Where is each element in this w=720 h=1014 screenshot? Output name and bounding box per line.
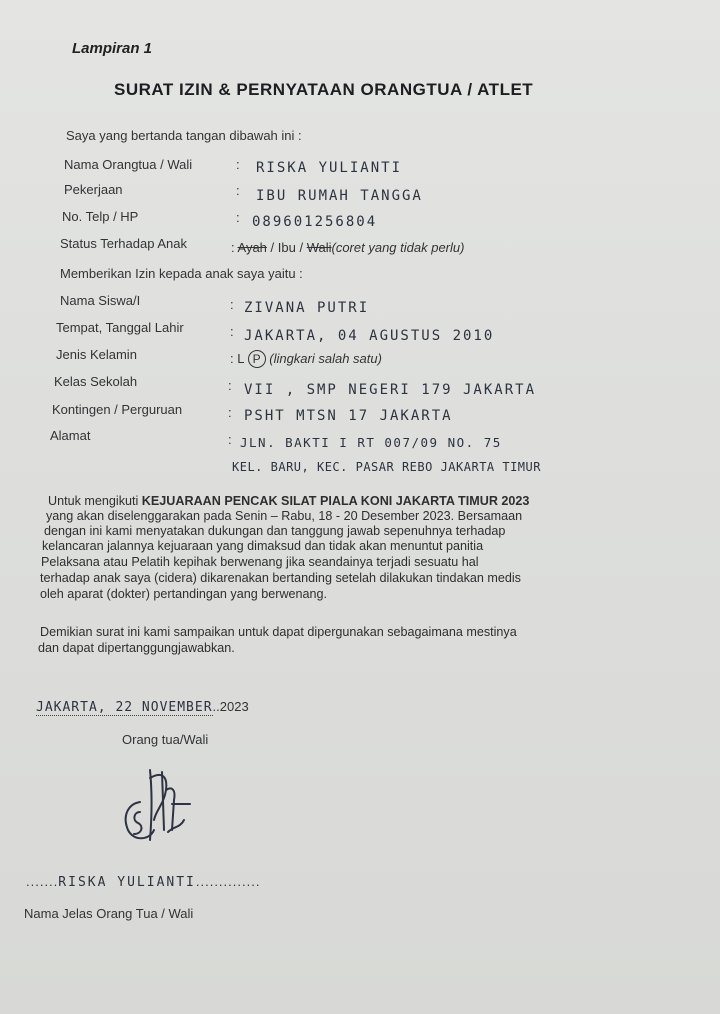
status-wali: Wali	[306, 240, 332, 255]
closing-line: Demikian surat ini kami sampaikan untuk dapat dipergunakan sebagaimana mestinya	[40, 625, 517, 639]
signed-name-line: .......RISKA YULIANTI..............	[26, 874, 261, 890]
gender-l: L	[237, 351, 244, 366]
birth-label: Tempat, Tanggal Lahir	[56, 320, 184, 335]
birth-value: JAKARTA, 04 AGUSTUS 2010	[244, 328, 495, 344]
status-label: Status Terhadap Anak	[60, 236, 187, 251]
job-label: Pekerjaan	[64, 182, 123, 197]
colon: :	[228, 405, 232, 420]
statement-line: Pelaksana atau Pelatih kepihak berwenang jika seandainya terjadi sesuatu hal	[41, 555, 479, 569]
closing-line: dan dapat dipertanggungjawabkan.	[38, 641, 235, 655]
colon: :	[228, 432, 232, 447]
gender-note: (lingkari salah satu)	[269, 351, 382, 366]
student-name-label: Nama Siswa/I	[60, 293, 141, 308]
status-ayah: Ayah	[237, 240, 267, 255]
job-value: IBU RUMAH TANGGA	[256, 188, 423, 204]
gender-value: : L P (lingkari salah satu)	[230, 351, 382, 366]
gender-label: Jenis Kelamin	[56, 347, 137, 362]
name-caption: Nama Jelas Orang Tua / Wali	[24, 906, 194, 921]
student-name-value: ZIVANA PUTRI	[244, 300, 370, 316]
parent-name-label: Nama Orangtua / Wali	[64, 157, 193, 172]
intro-text: Saya yang bertanda tangan dibawah ini :	[66, 128, 302, 143]
statement-line	[48, 494, 529, 509]
class-label: Kelas Sekolah	[54, 374, 138, 389]
statement-line: yang akan diselenggarakan pada Senin – Rabu, 18 - 20 Desember 2023. Bersamaan	[46, 509, 523, 523]
event-name: KEJUARAAN PENCAK SILAT PIALA KONI JAKARTA TIMUR 2023	[141, 494, 530, 508]
class-value: VII , SMP NEGERI 179 JAKARTA	[244, 382, 537, 398]
date-year: 2023	[219, 699, 249, 714]
status-note: (coret yang tidak perlu)	[331, 240, 465, 255]
permission-intro: Memberikan Izin kepada anak saya yaitu :	[60, 266, 303, 281]
statement-line: terhadap anak saya (cidera) dikarenakan bertanding setelah dilakukan tindakan medis	[40, 571, 521, 585]
place-date-handwritten: JAKARTA, 22 NOVEMBER	[36, 700, 213, 715]
status-value: : Ayah / Ibu / Wali(coret yang tidak perlu)	[231, 240, 465, 255]
attachment-label: Lampiran 1	[72, 40, 153, 57]
colon: :	[236, 183, 240, 198]
colon: :	[228, 378, 232, 393]
statement-line: oleh aparat (dokter) pertandingan yang berwenang.	[40, 587, 328, 601]
colon: :	[236, 210, 240, 225]
statement-line: kelancaran jalannya kejuaraan yang dimaksud dan tidak akan menuntut panitia	[42, 539, 484, 553]
colon: :	[230, 324, 234, 339]
statement-lead: Untuk mengikuti	[48, 494, 142, 508]
address-line-2: KEL. BARU, KEC. PASAR REBO JAKARTA TIMUR	[232, 460, 541, 474]
role-label: Orang tua/Wali	[122, 732, 209, 747]
parent-name-value: RISKA YULIANTI	[256, 160, 403, 176]
statement-line: dengan ini kami menyatakan dukungan dan tanggung jawab sepenuhnya terhadap	[44, 524, 506, 538]
colon: :	[236, 157, 240, 172]
document-title: SURAT IZIN & PERNYATAAN ORANGTUA / ATLET	[114, 80, 534, 99]
colon: :	[230, 297, 234, 312]
address-label: Alamat	[50, 428, 91, 443]
gender-p-circled: P	[248, 350, 266, 368]
signed-name: RISKA YULIANTI	[58, 875, 196, 890]
signature-image	[110, 760, 220, 855]
phone-label: No. Telp / HP	[62, 209, 139, 224]
contingent-value: PSHT MTSN 17 JAKARTA	[244, 408, 453, 424]
address-line-1: JLN. BAKTI I RT 007/09 NO. 75	[240, 435, 502, 450]
status-ibu: / Ibu /	[270, 240, 304, 255]
place-date: JAKARTA, 22 NOVEMBER..2023	[36, 699, 249, 715]
phone-value: 089601256804	[252, 214, 378, 230]
contingent-label: Kontingen / Perguruan	[52, 402, 183, 417]
